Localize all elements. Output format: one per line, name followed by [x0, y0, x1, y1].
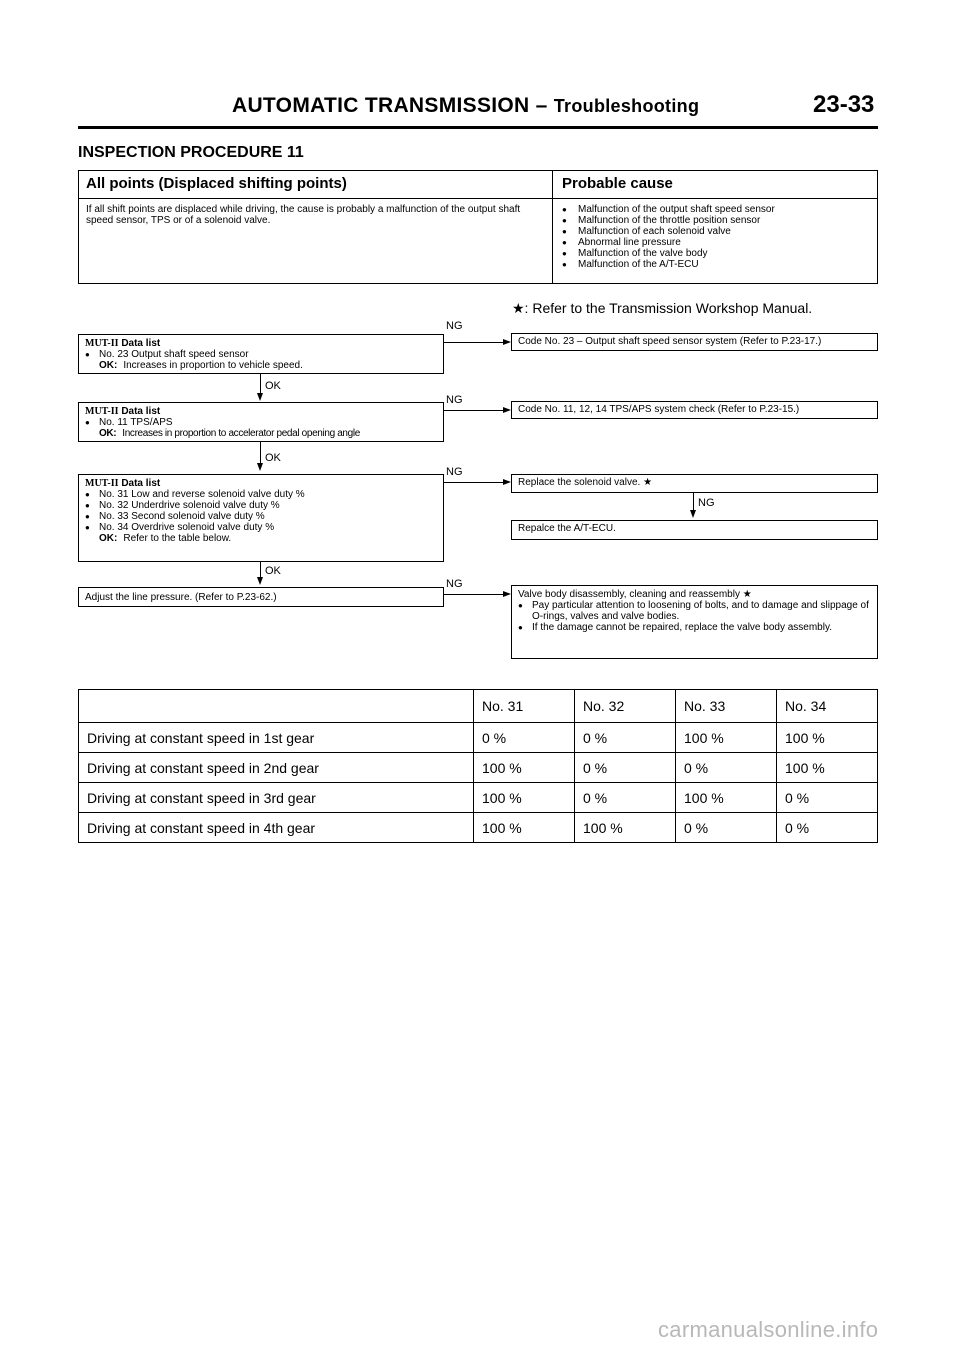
step1-title-mut: MUT-II — [85, 338, 119, 349]
step4-ng-line — [444, 594, 504, 595]
cause-item: ● Malfunction of the A/T-ECU — [562, 259, 775, 270]
step3-item: ● No. 32 Underdrive solenoid valve duty % — [85, 500, 437, 511]
table-cell: 0 % — [676, 753, 777, 783]
table-row — [79, 783, 878, 813]
title-subtitle: Troubleshooting — [553, 96, 700, 116]
table-header-cell: No. 33 — [676, 690, 777, 723]
step2-title-mut: MUT-II — [85, 406, 119, 417]
step2-ok-label: OK — [265, 452, 281, 464]
step2-ok-text: Increases in proportion to accelerator pedal opening angle — [122, 428, 360, 439]
table-cell: Driving at constant speed in 3rd gear — [79, 783, 474, 813]
step4-box: Adjust the line pressure. (Refer to P.23-62.) — [78, 587, 444, 607]
step3-ng-label: NG — [446, 466, 463, 478]
step1-ok-arrow — [257, 393, 263, 401]
cause-item: ● Malfunction of the throttle position sensor — [562, 215, 775, 226]
cause-item: ● Abnormal line pressure — [562, 237, 775, 248]
step3-ng-action: Replace the solenoid valve. ★ — [511, 474, 878, 493]
step3-ng2-line — [693, 493, 694, 511]
step2-title — [85, 406, 437, 417]
step4-ng-label: NG — [446, 578, 463, 590]
step4-ng-item: ● Pay particular attention to loosening of bolts, and to damage and slippage of O-rings, valves and valve bodies. — [518, 600, 871, 622]
procedure-title: INSPECTION PROCEDURE 11 — [78, 144, 304, 161]
step3-title-mut: MUT-II — [85, 478, 119, 489]
step2-ok-line — [260, 442, 261, 464]
step3-ok-criterion — [85, 533, 437, 544]
step2-ng-line — [444, 410, 504, 411]
step1-ok-criterion — [85, 360, 437, 371]
table-header-cell: No. 32 — [575, 690, 676, 723]
step2-title-rest: Data list — [121, 406, 161, 417]
table-cell: Driving at constant speed in 4th gear — [79, 813, 474, 843]
step3-ng-line — [444, 482, 504, 483]
step2-ok-key: OK: — [99, 428, 117, 439]
step3-ok-line — [260, 562, 261, 578]
step1-ng-action: Code No. 23 – Output shaft speed sensor system (Refer to P.23-17.) — [511, 333, 878, 351]
step3-ng2-arrow — [690, 510, 696, 518]
table-cell: 0 % — [575, 723, 676, 753]
table-header-cell — [79, 690, 474, 723]
step3-ok-key: OK: — [99, 533, 118, 544]
workshop-manual-note: ★: Refer to the Transmission Workshop Manual. — [512, 300, 813, 316]
table-header-row — [79, 690, 878, 723]
step3-box — [78, 474, 444, 562]
watermark: carmanualsonline.info — [658, 1317, 879, 1342]
step3-item: ● No. 31 Low and reverse solenoid valve duty % — [85, 489, 437, 500]
table-cell: 100 % — [575, 813, 676, 843]
table-cell: 0 % — [575, 753, 676, 783]
table-cell: 0 % — [777, 813, 878, 843]
step4-ng-item: ● If the damage cannot be repaired, replace the valve body assembly. — [518, 622, 871, 633]
table-cell: 100 % — [676, 783, 777, 813]
step3-item: ● No. 34 Overdrive solenoid valve duty % — [85, 522, 437, 533]
probable-cause-header: Probable cause — [562, 175, 673, 192]
page-title — [232, 94, 699, 118]
table-cell: 0 % — [676, 813, 777, 843]
step4-ng-action-box — [511, 585, 878, 659]
table-row — [79, 723, 878, 753]
step4-ng-arrow — [503, 591, 511, 597]
table-header-cell: No. 31 — [474, 690, 575, 723]
cause-list — [562, 204, 775, 270]
step3-ng-arrow — [503, 479, 511, 485]
step3-ng2-action: Repalce the A/T-ECU. — [511, 520, 878, 540]
step3-ng2-label: NG — [698, 497, 715, 509]
title-separator: – — [535, 94, 548, 117]
step1-ok-key: OK: — [99, 360, 118, 371]
step3-title — [85, 478, 437, 489]
step2-ok-arrow — [257, 463, 263, 471]
table-cell: 100 % — [474, 783, 575, 813]
step4-ng-title: Valve body disassembly, cleaning and reassembly ★ — [518, 589, 752, 600]
step3-title-rest: Data list — [121, 478, 161, 489]
table-cell: Driving at constant speed in 1st gear — [79, 723, 474, 753]
step1-item: ● No. 23 Output shaft speed sensor — [85, 349, 437, 360]
symptom-header: All points (Displaced shifting points) — [86, 175, 347, 192]
solenoid-duty-table — [78, 689, 878, 843]
cause-table — [78, 170, 878, 284]
cause-table-divider — [552, 171, 553, 283]
table-cell: 100 % — [474, 753, 575, 783]
step2-ok-criterion — [85, 428, 437, 439]
step1-box — [78, 334, 444, 374]
step1-ok-text: Increases in proportion to vehicle speed. — [123, 360, 303, 371]
step2-ng-action: Code No. 11, 12, 14 TPS/APS system check (Refer to P.23-15.) — [511, 401, 878, 419]
page-number: 23-33 — [813, 91, 875, 118]
table-cell: 0 % — [777, 783, 878, 813]
step2-ng-arrow — [503, 407, 511, 413]
cause-item: ● Malfunction of the output shaft speed sensor — [562, 204, 775, 215]
step1-ng-line — [444, 342, 504, 343]
table-header-cell: No. 34 — [777, 690, 878, 723]
table-cell: 100 % — [474, 813, 575, 843]
cause-item: ● Malfunction of each solenoid valve — [562, 226, 775, 237]
step1-ok-line — [260, 374, 261, 394]
step1-ng-arrow — [503, 339, 511, 345]
step3-ok-arrow — [257, 577, 263, 585]
step1-title — [85, 338, 437, 349]
table-cell: 0 % — [474, 723, 575, 753]
header-rule — [78, 126, 878, 129]
table-cell: 100 % — [676, 723, 777, 753]
step1-title-rest: Data list — [121, 338, 161, 349]
step2-box — [78, 402, 444, 442]
table-cell: 0 % — [575, 783, 676, 813]
table-row — [79, 813, 878, 843]
step3-ok-text: Refer to the table below. — [123, 533, 232, 544]
step2-ng-label: NG — [446, 394, 463, 406]
step3-ok-label: OK — [265, 565, 281, 577]
table-cell: 100 % — [777, 753, 878, 783]
cause-item: ● Malfunction of the valve body — [562, 248, 775, 259]
step1-ng-label: NG — [446, 320, 463, 332]
table-cell: Driving at constant speed in 2nd gear — [79, 753, 474, 783]
step3-item: ● No. 33 Second solenoid valve duty % — [85, 511, 437, 522]
symptom-description: If all shift points are displaced while driving, the cause is probably a malfunction of the output shaft speed sensor, TPS or of a solenoid valve. — [86, 204, 521, 226]
step2-item: ● No. 11 TPS/APS — [85, 417, 437, 428]
table-cell: 100 % — [777, 723, 878, 753]
cause-table-header-rule — [79, 198, 877, 199]
step1-ok-label: OK — [265, 380, 281, 392]
table-row — [79, 753, 878, 783]
title-main: AUTOMATIC TRANSMISSION — [232, 94, 530, 117]
